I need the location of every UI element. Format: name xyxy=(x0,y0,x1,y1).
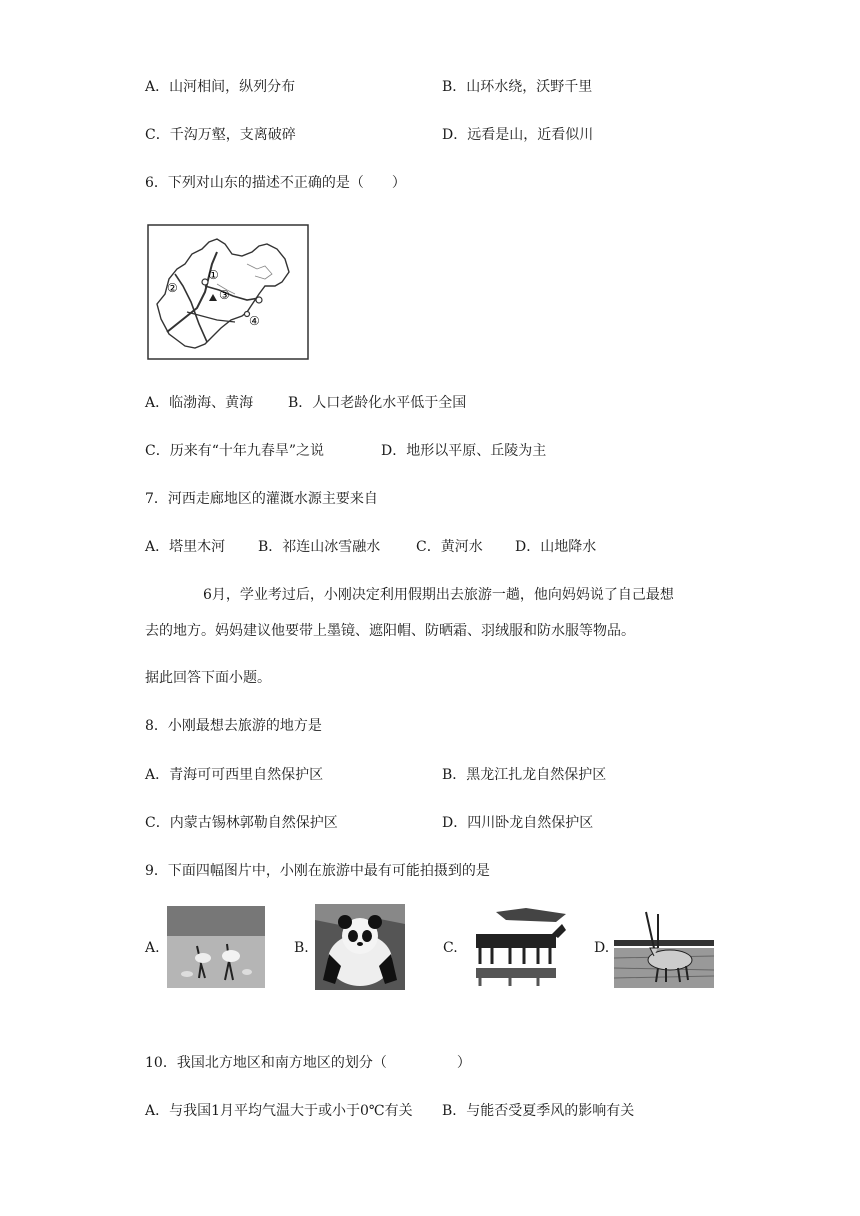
q8-option-a: A．青海可可西里自然保护区 xyxy=(145,767,324,783)
shandong-map-svg xyxy=(147,224,309,360)
q9-label-c: C. xyxy=(443,940,458,956)
q8-option-b: B．黑龙江扎龙自然保护区 xyxy=(442,767,607,783)
map-label-1: ① xyxy=(208,268,219,282)
q5-option-b: B．山环水绕，沃野千里 xyxy=(442,79,593,95)
q7-option-b: B．祁连山冰雪融水 xyxy=(258,539,381,555)
antelope-photo xyxy=(614,908,714,988)
q9-label-a: A. xyxy=(145,940,160,956)
map-label-4: ④ xyxy=(249,314,260,328)
q6-stem: 6．下列对山东的描述不正确的是（ ） xyxy=(145,175,406,191)
q10-option-b: B．与能否受夏季风的影响有关 xyxy=(442,1103,635,1119)
q10-option-a: A．与我国1月平均气温大于或小于0℃有关 xyxy=(145,1103,413,1119)
q8-stem: 8．小刚最想去旅游的地方是 xyxy=(145,718,322,734)
q9-label-d: D. xyxy=(594,940,610,956)
q5-option-a: A．山河相间，纵列分布 xyxy=(145,79,296,95)
q9-stem: 9．下面四幅图片中，小刚在旅游中最有可能拍摄到的是 xyxy=(145,863,490,879)
horses-photo xyxy=(466,908,572,988)
q10-stem: 10．我国北方地区和南方地区的划分（ ） xyxy=(145,1055,471,1071)
q5-option-c: C．千沟万壑，支离破碎 xyxy=(145,127,296,143)
passage-line-3: 据此回答下面小题。 xyxy=(145,670,271,686)
q8-option-d: D．四川卧龙自然保护区 xyxy=(442,815,594,831)
q6-option-a: A．临渤海、黄海 xyxy=(145,395,254,411)
q6-option-b: B．人口老龄化水平低于全国 xyxy=(288,395,467,411)
q7-option-d: D．山地降水 xyxy=(515,539,597,555)
q6-option-d: D．地形以平原、丘陵为主 xyxy=(381,443,547,459)
panda-photo xyxy=(315,904,405,990)
map-label-3: ③ xyxy=(219,288,230,302)
q7-option-c: C．黄河水 xyxy=(416,539,483,555)
shandong-map xyxy=(147,224,309,360)
crane-photo xyxy=(167,906,265,988)
map-label-2: ② xyxy=(167,281,178,295)
q9-label-b: B. xyxy=(294,940,309,956)
q5-option-d: D．远看是山，近看似川 xyxy=(442,127,594,143)
q8-option-c: C．内蒙古锡林郭勒自然保护区 xyxy=(145,815,338,831)
passage-line-1: 6月，学业考过后，小刚决定利用假期出去旅游一趟，他向妈妈说了自己最想 xyxy=(203,587,674,603)
passage-line-2: 去的地方。妈妈建议他要带上墨镜、遮阳帽、防晒霜、羽绒服和防水服等物品。 xyxy=(145,623,635,639)
q7-option-a: A．塔里木河 xyxy=(145,539,226,555)
q7-stem: 7．河西走廊地区的灌溉水源主要来自 xyxy=(145,491,378,507)
q6-option-c: C．历来有“十年九春旱”之说 xyxy=(145,443,325,459)
